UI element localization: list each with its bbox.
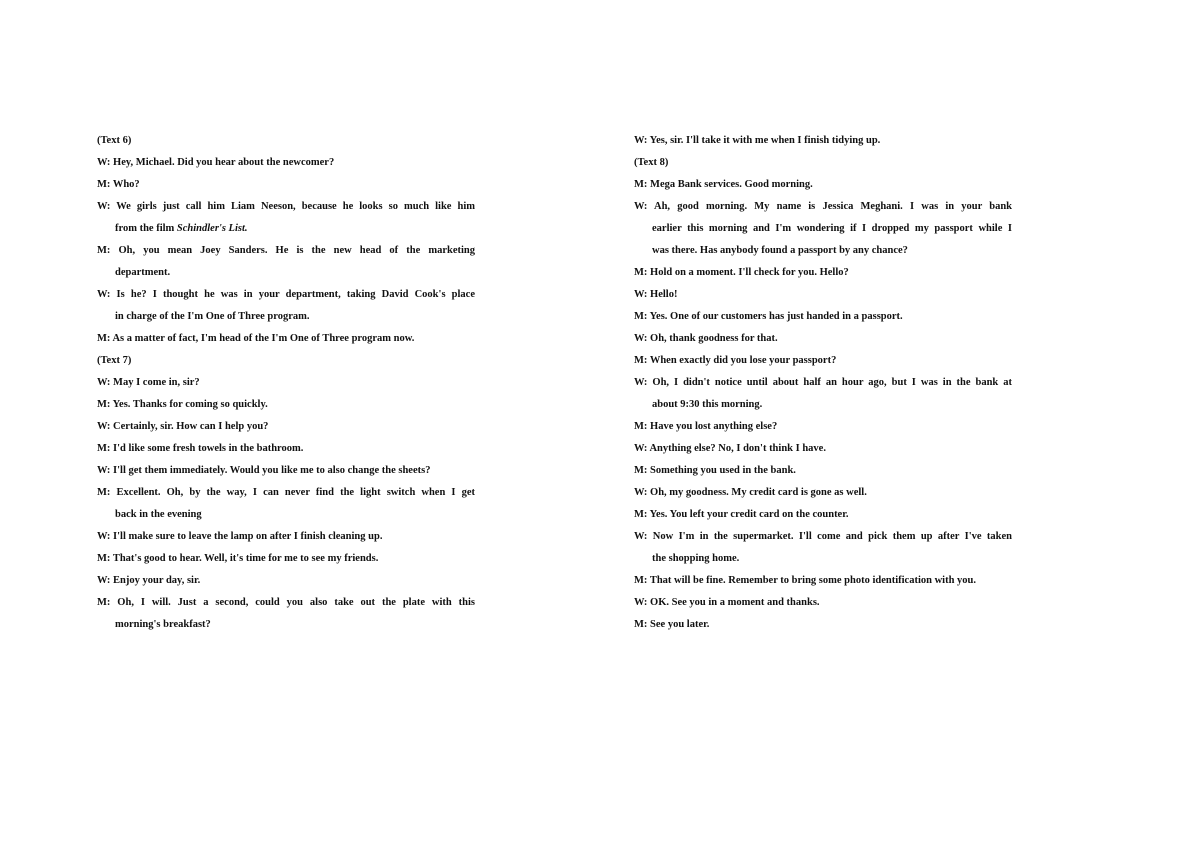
dialogue-line: W: May I come in, sir?: [97, 377, 200, 388]
dialogue-line: W: Ah, good morning. My name is Jessica Meghani. I was in your bank: [634, 201, 1012, 212]
section-heading-text-7: (Text 7): [97, 355, 132, 366]
dialogue-line: W: Yes, sir. I'll take it with me when I finish tidying up.: [634, 135, 881, 146]
dialogue-line: M: That's good to hear. Well, it's time for me to see my friends.: [97, 553, 379, 564]
dialogue-line-continuation: morning's breakfast?: [115, 619, 211, 630]
dialogue-line: M: Oh, I will. Just a second, could you also take out the plate with this: [97, 597, 475, 608]
dialogue-line: W: Oh, thank goodness for that.: [634, 333, 778, 344]
dialogue-line: M: Have you lost anything else?: [634, 421, 778, 432]
dialogue-line: M: When exactly did you lose your passport?: [634, 355, 837, 366]
dialogue-line-continuation: in charge of the I'm One of Three program.: [115, 311, 310, 322]
dialogue-line: W: Certainly, sir. How can I help you?: [97, 421, 269, 432]
dialogue-line: M: See you later.: [634, 619, 710, 630]
dialogue-line-continuation: earlier this morning and I'm wondering if I dropped my passport while I: [652, 223, 1012, 234]
dialogue-line: M: Yes. One of our customers has just handed in a passport.: [634, 311, 903, 322]
dialogue-line: M: Excellent. Oh, by the way, I can never find the light switch when I get: [97, 487, 475, 498]
dialogue-line: M: Yes. Thanks for coming so quickly.: [97, 399, 268, 410]
dialogue-line: W: We girls just call him Liam Neeson, because he looks so much like him: [97, 201, 475, 212]
dialogue-line: M: Something you used in the bank.: [634, 465, 796, 476]
dialogue-line: W: OK. See you in a moment and thanks.: [634, 597, 820, 608]
dialogue-line-continuation: department.: [115, 267, 171, 278]
section-heading-text-8: (Text 8): [634, 157, 669, 168]
dialogue-line: W: Anything else? No, I don't think I have.: [634, 443, 826, 454]
dialogue-line: M: As a matter of fact, I'm head of the I'm One of Three program now.: [97, 333, 415, 344]
dialogue-line: M: That will be fine. Remember to bring some photo identification with you.: [634, 575, 977, 586]
dialogue-line-continuation: about 9:30 this morning.: [652, 399, 763, 410]
dialogue-line: M: Hold on a moment. I'll check for you. Hello?: [634, 267, 849, 278]
right-column: [634, 130, 1012, 636]
dialogue-line: M: Mega Bank services. Good morning.: [634, 179, 813, 190]
dialogue-line-continuation: the shopping home.: [652, 553, 740, 564]
left-column: [97, 130, 475, 636]
dialogue-line: W: Oh, I didn't notice until about half an hour ago, but I was in the bank at: [634, 377, 1012, 388]
dialogue-line: M: I'd like some fresh towels in the bathroom.: [97, 443, 304, 454]
section-heading-text-6: (Text 6): [97, 135, 132, 146]
dialogue-line: W: Hey, Michael. Did you hear about the newcomer?: [97, 157, 335, 168]
film-title: Schindler's List.: [176, 223, 248, 234]
dialogue-line: W: I'll get them immediately. Would you like me to also change the sheets?: [97, 465, 431, 476]
dialogue-line: M: Who?: [97, 179, 140, 190]
dialogue-line: W: Now I'm in the supermarket. I'll come and pick them up after I've taken: [634, 531, 1012, 542]
dialogue-line: M: Yes. You left your credit card on the counter.: [634, 509, 849, 520]
dialogue-line: M: Oh, you mean Joey Sanders. He is the new head of the marketing: [97, 245, 475, 256]
dialogue-line: W: Enjoy your day, sir.: [97, 575, 201, 586]
dialogue-line: W: Hello!: [634, 289, 678, 300]
dialogue-line-continuation: was there. Has anybody found a passport by any chance?: [652, 245, 908, 256]
dialogue-line: W: Is he? I thought he was in your department, taking David Cook's place: [97, 289, 475, 300]
dialogue-line: W: I'll make sure to leave the lamp on after I finish cleaning up.: [97, 531, 383, 542]
dialogue-line-continuation: back in the evening: [115, 509, 202, 520]
dialogue-line-continuation: [97, 218, 475, 240]
film-prefix-text: from the film: [115, 223, 175, 234]
dialogue-line: W: Oh, my goodness. My credit card is gone as well.: [634, 487, 867, 498]
